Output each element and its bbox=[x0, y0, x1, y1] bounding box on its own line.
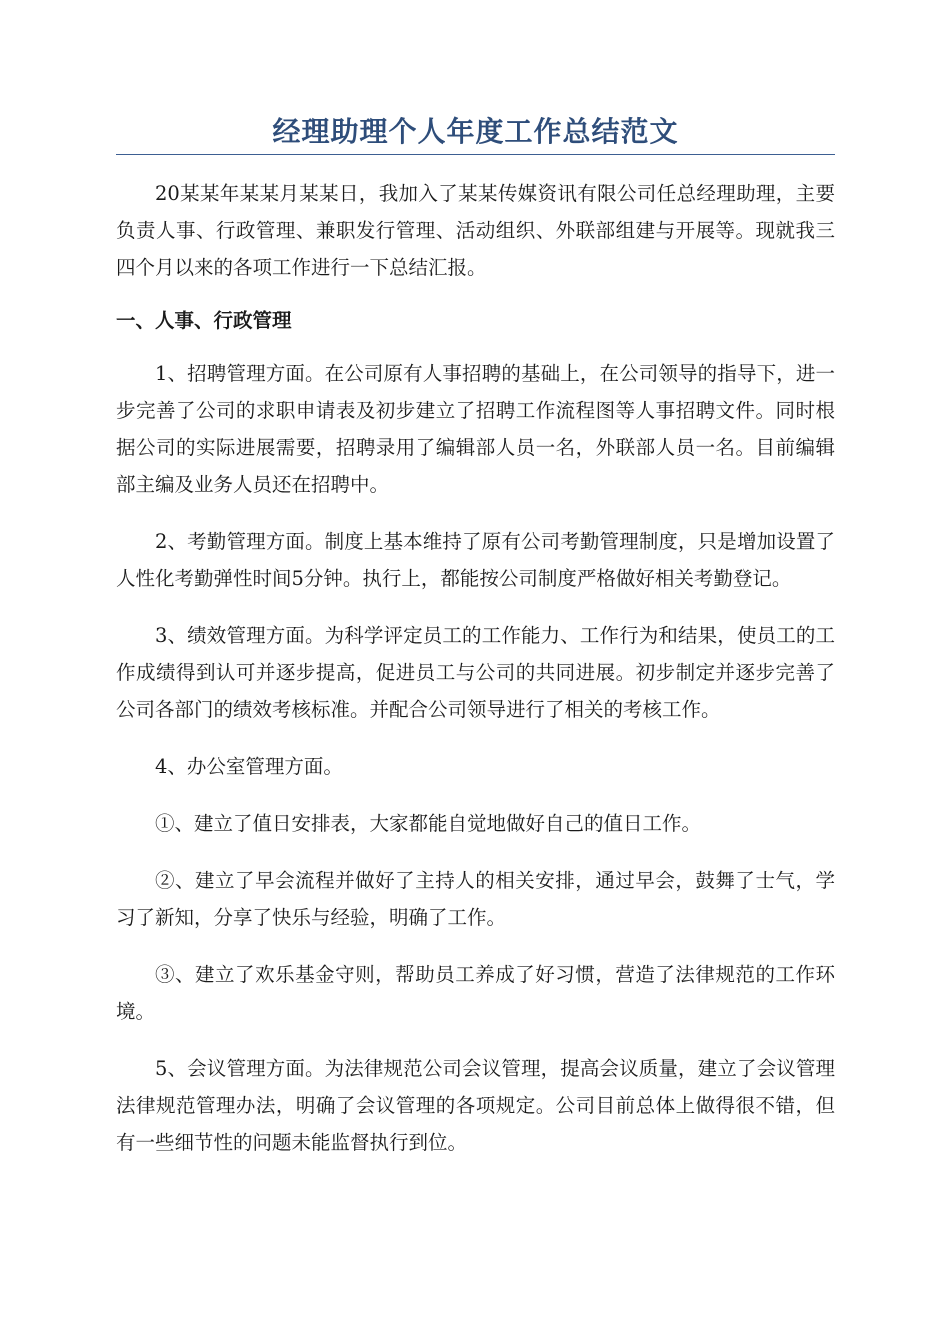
paragraph-performance: 3、绩效管理方面。为科学评定员工的工作能力、工作行为和结果，使员工的工作成绩得到认可并逐步提高，促进员工与公司的共同进展。初步制定并逐步完善了公司各部门的绩效考核标准。并配合公司领导进行了相关的考核工作。 bbox=[116, 624, 835, 721]
intro-paragraph: 20某某年某某月某某日，我加入了某某传媒资讯有限公司任总经理助理，主要负责人事、行政管理、兼职发行管理、活动组织、外联部组建与开展等。现就我三四个月以来的各项工作进行一下总结汇报。 bbox=[116, 182, 835, 279]
title-underline bbox=[116, 154, 835, 155]
section-heading-hr-admin: 一、人事、行政管理 bbox=[116, 309, 292, 332]
paragraph-meeting-management: 5、会议管理方面。为法律规范公司会议管理，提高会议质量，建立了会议管理法律规范管理办法，明确了会议管理的各项规定。公司目前总体上做得很不错，但有一些细节性的问题未能监督执行到位。 bbox=[116, 1057, 835, 1154]
paragraph-duty-schedule: ①、建立了值日安排表，大家都能自觉地做好自己的值日工作。 bbox=[155, 812, 702, 835]
document-title: 经理助理个人年度工作总结范文 bbox=[272, 115, 679, 148]
paragraph-attendance: 2、考勤管理方面。制度上基本维持了原有公司考勤管理制度，只是增加设置了人性化考勤弹性时间5分钟。执行上，都能按公司制度严格做好相关考勤登记。 bbox=[116, 530, 835, 590]
paragraph-morning-meeting: ②、建立了早会流程并做好了主持人的相关安排，通过早会，鼓舞了士气，学习了新知，分享了快乐与经验，明确了工作。 bbox=[116, 869, 835, 929]
document-page bbox=[116, 112, 835, 1181]
paragraph-recruitment: 1、招聘管理方面。在公司原有人事招聘的基础上，在公司领导的指导下，进一步完善了公司的求职申请表及初步建立了招聘工作流程图等人事招聘文件。同时根据公司的实际进展需要，招聘录用了编辑部人员一名，外联部人员一名。目前编辑部主编及业务人员还在招聘中。 bbox=[116, 362, 835, 496]
paragraph-office-management: 4、办公室管理方面。 bbox=[155, 755, 343, 778]
paragraph-happiness-fund: ③、建立了欢乐基金守则，帮助员工养成了好习惯，营造了法律规范的工作环境。 bbox=[116, 963, 835, 1023]
